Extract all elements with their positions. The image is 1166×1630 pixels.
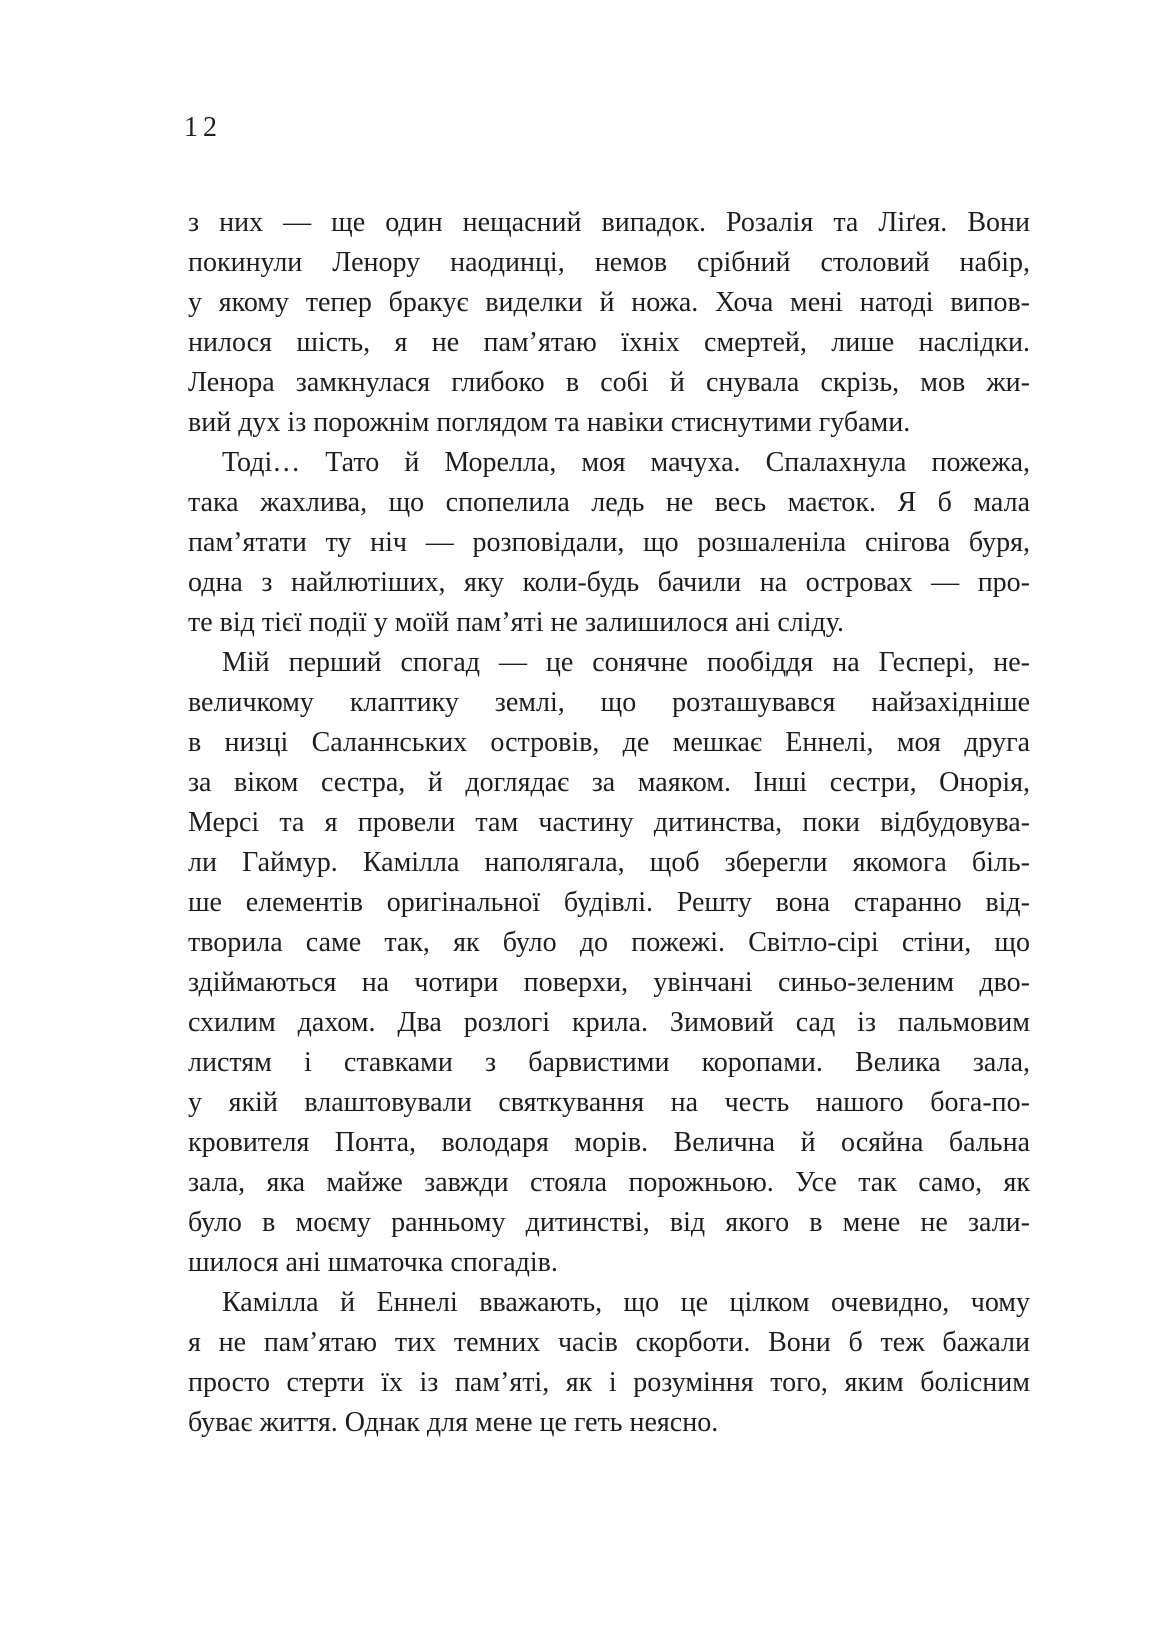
text-line: буває життя. Однак для мене це геть неясно.: [188, 1407, 719, 1438]
text-line: я не пам’ятаю тих темних часів скорботи. Вони б теж бажали: [188, 1327, 1030, 1358]
text-line: Тоді… Тато й Морелла, моя мачуха. Спалахнула пожежа,: [222, 447, 1030, 478]
text-line: з них — ще один нещасний випадок. Розалія та Ліґея. Вони: [188, 207, 1030, 238]
text-line: в низці Саланнських островів, де мешкає Еннелі, моя друга: [188, 727, 1030, 758]
paragraph: [188, 443, 1030, 643]
text-line: у якому тепер бракує виделки й ножа. Хоча мені натоді випов-: [188, 287, 1030, 318]
text-line: одна з найлютіших, яку коли-будь бачили на островах — про-: [188, 567, 1030, 598]
text-line: просто стерти їх із пам’яті, як і розуміння того, яким болісним: [188, 1367, 1030, 1398]
text-line: величкому клаптику землі, що розташувався найзахідніше: [188, 687, 1030, 718]
text-line: листям і ставками з барвистими коропами. Велика зала,: [188, 1047, 1030, 1078]
text-line: творила саме так, як було до пожежі. Світло-сірі стіни, що: [188, 927, 1030, 958]
text-line: Ленора замкнулася глибоко в собі й снувала скрізь, мов жи-: [188, 367, 1030, 398]
body-text: [188, 203, 1030, 1443]
text-line: нилося шість, я не пам’ятаю їхніх смертей, лише наслідки.: [188, 327, 1030, 358]
text-line: покинули Ленору наодинці, немов срібний столовий набір,: [188, 247, 1030, 278]
page-number: 12: [184, 112, 222, 143]
text-line: вий дух із порожнім поглядом та навіки стиснутими губами.: [188, 407, 911, 438]
text-line: було в моєму ранньому дитинстві, від якого в мене не зали-: [188, 1207, 1030, 1238]
text-line: зала, яка майже завжди стояла порожньою. Усе так само, як: [188, 1167, 1030, 1198]
text-line: здіймаються на чотири поверхи, увінчані синьо-зеленим дво-: [188, 967, 1030, 998]
text-line: шилося ані шматочка спогадів.: [188, 1247, 558, 1278]
paragraph: [188, 1283, 1030, 1443]
text-line: за віком сестра, й доглядає за маяком. Інші сестри, Онорія,: [188, 767, 1030, 798]
text-line: Мерсі та я провели там частину дитинства, поки відбудовува-: [188, 807, 1030, 838]
text-line: Камілла й Еннелі вважають, що це цілком очевидно, чому: [222, 1287, 1030, 1318]
paragraph: [188, 203, 1030, 443]
text-line: те від тієї події у моїй пам’яті не залишилося ані сліду.: [188, 607, 844, 638]
text-line: Мій перший спогад — це сонячне пообіддя на Геспері, не-: [222, 647, 1030, 678]
text-line: кровителя Понта, володаря морів. Велична й осяйна бальна: [188, 1127, 1030, 1158]
text-line: ше елементів оригінальної будівлі. Решту вона старанно від-: [188, 887, 1030, 918]
text-line: пам’ятати ту ніч — розповідали, що розшаленіла снігова буря,: [188, 527, 1030, 558]
paragraph: [188, 643, 1030, 1283]
text-line: така жахлива, що спопелила ледь не весь маєток. Я б мала: [188, 487, 1030, 518]
text-line: ли Гаймур. Камілла наполягала, щоб зберегли якомога біль-: [188, 847, 1030, 878]
text-line: у якій влаштовували святкування на честь нашого бога-по-: [188, 1087, 1030, 1118]
text-line: схилим дахом. Два розлогі крила. Зимовий сад із пальмовим: [188, 1007, 1030, 1038]
